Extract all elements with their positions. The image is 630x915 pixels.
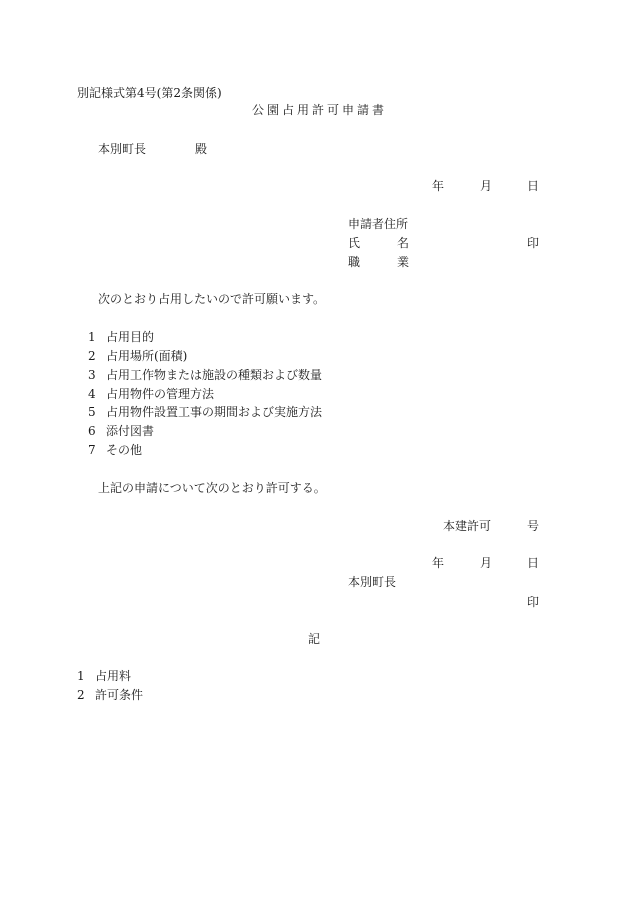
request-statement: 次のとおり占用したいので許可願います。 [98,292,326,306]
applicant-occupation-label-1: 職 [348,255,361,269]
applicant-occupation-label-2: 業 [397,255,410,269]
item-number: 4 [88,387,96,401]
list-item [88,331,154,343]
permit-month-label: 月 [480,556,493,570]
item-label: その他 [106,443,143,457]
item-number: 3 [88,368,96,382]
applicant-address-label: 申請者住所 [348,217,409,231]
list-item [88,444,142,456]
item-number: 6 [88,424,96,438]
applicant-seal-mark: 印 [527,236,540,250]
item-label: 占用料 [95,669,132,683]
record-heading: 記 [308,632,321,646]
list-item [88,369,322,381]
application-year-label: 年 [432,179,445,193]
applicant-name-label-2: 名 [397,236,410,250]
list-item [88,406,322,418]
item-label: 占用物件設置工事の期間および実施方法 [106,405,323,419]
item-label: 占用工作物または施設の種類および数量 [106,368,323,382]
list-item [88,388,214,400]
permit-number-suffix: 号 [527,519,540,533]
permit-day-label: 日 [527,556,540,570]
form-number-label: 別記様式第4号(第2条関係) [77,86,222,100]
item-number: 2 [88,349,96,363]
list-item [77,670,131,682]
page-title: 公園占用許可申請書 [252,103,388,117]
list-item [77,689,143,701]
list-item [88,425,154,437]
addressee-name: 本別町長 [98,142,147,156]
item-number: 5 [88,405,96,419]
item-label: 占用物件の管理方法 [106,387,215,401]
item-number: 7 [88,443,96,457]
addressee-honorific: 殿 [195,142,208,156]
item-label: 添付図書 [106,424,155,438]
item-label: 占用目的 [106,330,155,344]
list-item [88,350,187,362]
item-number: 2 [77,688,85,702]
permitter-seal-mark: 印 [527,595,540,609]
applicant-name-label-1: 氏 [348,236,361,250]
item-label: 許可条件 [95,688,144,702]
permitter-name: 本別町長 [348,575,397,589]
item-number: 1 [77,669,85,683]
application-month-label: 月 [480,179,493,193]
application-day-label: 日 [527,179,540,193]
approval-statement: 上記の申請について次のとおり許可する。 [98,481,326,495]
item-number: 1 [88,330,96,344]
permit-year-label: 年 [432,556,445,570]
permit-number-prefix: 本建許可 [443,519,492,533]
item-label: 占用場所(面積) [106,349,188,363]
